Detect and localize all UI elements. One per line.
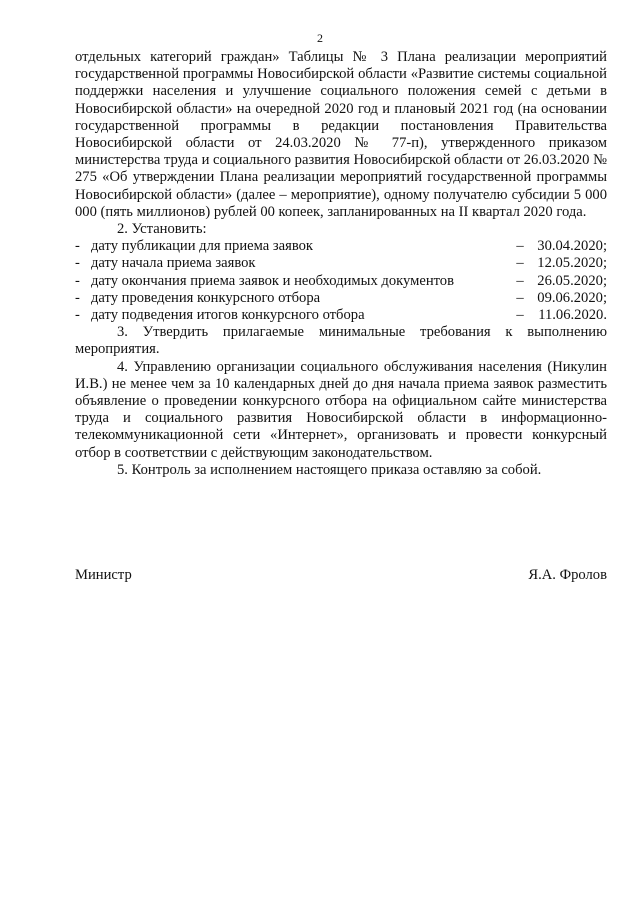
list-dash: - [75,289,80,306]
schedule-list [75,238,607,324]
list-item-date: 26.05.2020; [537,272,607,289]
list-dash: - [75,272,80,289]
list-item-date: 09.06.2020; [537,289,607,306]
signatory-name: Я.А. Фролов [528,567,607,583]
list-item-separator: – [516,306,524,323]
list-item-text: дату публикации для приема заявок [91,238,314,255]
list-item [75,238,607,255]
list-item-separator: – [516,238,524,255]
list-item [75,255,607,272]
list-item-date: 11.06.2020. [538,306,607,323]
list-item-text: дату начала приема заявок [91,255,256,272]
list-item-separator: – [516,272,524,289]
page-number: 2 [317,31,323,45]
list-dash: - [75,238,80,255]
list-dash: - [75,306,80,323]
list-item [75,307,607,324]
signatory-title: Министр [75,567,132,583]
list-item-text: дату проведения конкурсного отбора [91,289,321,306]
list-item-date: 30.04.2020; [537,238,607,255]
document-body [75,49,607,479]
item-5-paragraph: 5. Контроль за исполнением настоящего приказа оставляю за собой. [117,461,542,478]
item-2-heading: 2. Установить: [117,221,207,238]
intro-paragraph: отдельных категорий граждан» Таблицы № 3 Плана реализации мероприятий государственной программы Новосибирской области «Развитие системы социальной поддержки населения и улучшение социального положения семей с детьми в Новосибирской области» на очередной 2020 год и плановый 2021 год (на основании государственной программы в редакции постановления Правительства Новосибирской области от 24.03.2020 № 77-п), утвержденного приказом министерства труда и социального развития Новосибирской области от 26.03.2020 № 275 «Об утверждении Плана реализации мероприятий государственной программы Новосибирской области» (далее – мероприятие), одному получателю субсидии 5 000 000 (пять миллионов) рублей 00 копеек, запланированных на II квартал 2020 года. [75,49,607,220]
list-item-separator: – [516,289,524,306]
list-item [75,273,607,290]
list-item-text: дату окончания приема заявок и необходимых документов [91,272,454,289]
list-item-text: дату подведения итогов конкурсного отбора [91,306,365,323]
list-dash: - [75,255,80,272]
list-item-separator: – [516,255,524,272]
item-3-paragraph: 3. Утвердить прилагаемые минимальные требования к выполнению мероприятия. [75,324,607,358]
signature-block [75,567,607,584]
item-4-paragraph: 4. Управлению организации социального обслуживания населения (Никулин И.В.) не менее чем за 10 календарных дней до дня начала приема заявок разместить объявление о проведении конкурсного отбора на официальном сайте министерства труда и социального развития Новосибирской области в информационно-телекоммуникационной сети «Интернет», организовать и провести конкурсный отбор в соответствии с действующим законодательством. [75,358,607,461]
list-item-date: 12.05.2020; [537,255,607,272]
list-item [75,290,607,307]
